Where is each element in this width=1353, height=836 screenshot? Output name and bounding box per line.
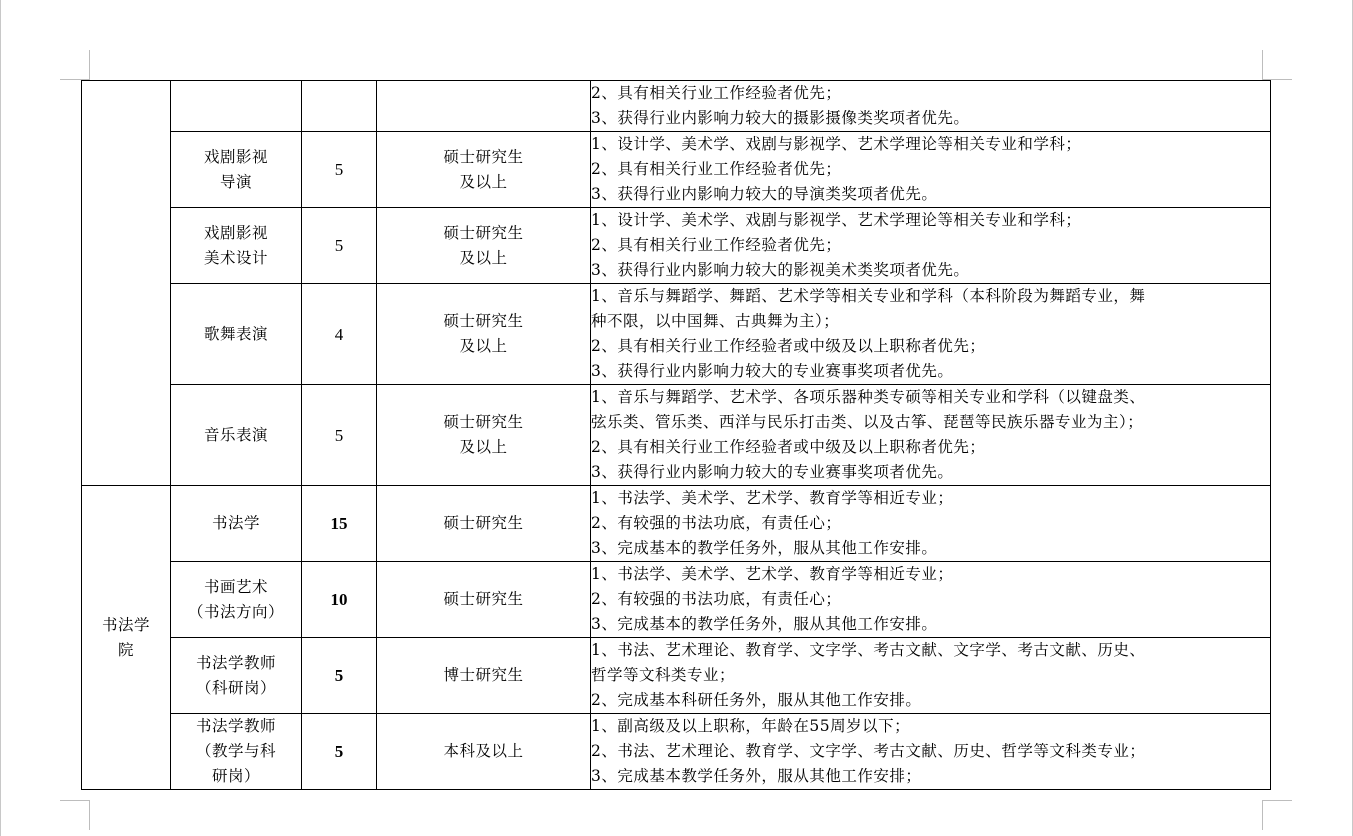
count-cell: 15 xyxy=(302,486,377,562)
position-cell xyxy=(171,132,302,208)
position-cell xyxy=(171,638,302,714)
corner-mark-top-right-v xyxy=(1262,50,1263,80)
requirement-line: 1、设计学、美术学、戏剧与影视学、艺术学理论等相关专业和学科； xyxy=(591,135,1082,153)
requirement-line: 1、副高级及以上职称，年龄在55周岁以下； xyxy=(591,717,911,735)
position-cell xyxy=(171,562,302,638)
college-name-line: 院 xyxy=(117,640,134,659)
count-cell: 5 xyxy=(302,385,377,486)
degree-line: 硕士研究生 xyxy=(443,147,524,166)
degree-cell xyxy=(377,385,591,486)
position-line: 书法学教师 xyxy=(195,653,276,672)
requirement-line: 3、获得行业内影响力较大的影视美术类奖项者优先。 xyxy=(591,261,970,279)
requirement-line: 2、具有相关行业工作经验者优先； xyxy=(591,84,842,102)
count-cell: 5 xyxy=(302,638,377,714)
position-line: 书画艺术 xyxy=(203,577,268,596)
degree-cell xyxy=(377,208,591,284)
table-row xyxy=(82,714,1271,790)
requirement-line: 种不限，以中国舞、古典舞为主）； xyxy=(591,312,840,330)
position-line: 戏剧影视 xyxy=(203,223,268,242)
requirements-cell xyxy=(591,562,1271,638)
degree-line: 及以上 xyxy=(459,172,508,191)
requirement-line: 2、有较强的书法功底，有责任心； xyxy=(591,590,842,608)
degree-cell xyxy=(377,638,591,714)
degree-line: 硕士研究生 xyxy=(443,514,524,532)
position-cell xyxy=(171,714,302,790)
position-line: 美术设计 xyxy=(203,248,268,267)
degree-line: 硕士研究生 xyxy=(443,413,524,431)
position-cell xyxy=(171,81,302,132)
requirements-cell xyxy=(591,208,1271,284)
degree-cell xyxy=(377,714,591,790)
requirement-line: 3、获得行业内影响力较大的导演类奖项者优先。 xyxy=(591,185,938,203)
degree-line: 硕士研究生 xyxy=(443,590,524,608)
requirement-line: 2、有较强的书法功底，有责任心； xyxy=(591,514,842,532)
table-row xyxy=(82,208,1271,284)
corner-mark-bottom-left-v xyxy=(89,800,90,830)
degree-cell xyxy=(377,562,591,638)
position-line: 音乐表演 xyxy=(203,425,268,444)
count-cell: 5 xyxy=(302,714,377,790)
count-cell xyxy=(302,81,377,132)
count-cell: 5 xyxy=(302,208,377,284)
college-name-line: 书法学 xyxy=(101,615,150,634)
requirement-line: 3、完成基本的教学任务外，服从其他工作安排。 xyxy=(591,615,938,633)
requirements-cell xyxy=(591,638,1271,714)
table-row xyxy=(82,638,1271,714)
requirement-line: 1、设计学、美术学、戏剧与影视学、艺术学理论等相关专业和学科； xyxy=(591,211,1082,229)
position-line: 歌舞表演 xyxy=(203,324,268,343)
count-cell: 5 xyxy=(302,132,377,208)
count-cell: 4 xyxy=(302,284,377,385)
corner-mark-bottom-right-v xyxy=(1262,800,1263,830)
degree-line: 本科及以上 xyxy=(443,742,524,760)
requirement-line: 3、获得行业内影响力较大的专业赛事奖项者优先。 xyxy=(591,362,954,380)
requirement-line: 2、书法、艺术理论、教育学、文字学、考古文献、历史、哲学等文科类专业； xyxy=(591,742,1146,760)
count-cell: 10 xyxy=(302,562,377,638)
position-line: 研岗） xyxy=(211,767,260,785)
degree-line: 硕士研究生 xyxy=(443,223,524,242)
requirement-line: 2、具有相关行业工作经验者或中级及以上职称者优先； xyxy=(591,438,986,456)
degree-cell xyxy=(377,81,591,132)
position-line: 书法学教师 xyxy=(195,717,276,735)
table-row xyxy=(82,284,1271,385)
requirement-line: 哲学等文科类专业； xyxy=(591,666,736,684)
requirement-line: 2、完成基本科研任务外，服从其他工作安排。 xyxy=(591,691,922,709)
degree-cell xyxy=(377,486,591,562)
table-row xyxy=(82,385,1271,486)
requirement-line: 2、具有相关行业工作经验者优先； xyxy=(591,160,842,178)
requirement-line: 1、音乐与舞蹈学、舞蹈、艺术学等相关专业和学科（本科阶段为舞蹈专业，舞 xyxy=(591,287,1146,305)
requirements-cell xyxy=(591,714,1271,790)
requirement-line: 3、获得行业内影响力较大的摄影摄像类奖项者优先。 xyxy=(591,109,970,127)
degree-line: 及以上 xyxy=(459,438,508,456)
degree-cell xyxy=(377,284,591,385)
position-line: （科研岗） xyxy=(195,678,276,697)
requirement-line: 2、具有相关行业工作经验者优先； xyxy=(591,236,842,254)
position-cell xyxy=(171,208,302,284)
degree-line: 硕士研究生 xyxy=(443,312,524,330)
position-line: 书法学 xyxy=(211,514,260,532)
corner-mark-bottom-left-h xyxy=(60,800,90,801)
recruitment-table xyxy=(81,80,1271,790)
requirement-line: 1、音乐与舞蹈学、艺术学、各项乐器种类专硕等相关专业和学科（以键盘类、 xyxy=(591,388,1146,406)
requirement-line: 1、书法学、美术学、艺术学、教育学等相近专业； xyxy=(591,565,954,583)
requirement-line: 2、具有相关行业工作经验者或中级及以上职称者优先； xyxy=(591,337,986,355)
requirements-cell xyxy=(591,486,1271,562)
college-cell-empty xyxy=(82,81,171,486)
requirements-cell xyxy=(591,81,1271,132)
requirements-cell xyxy=(591,284,1271,385)
position-line: 戏剧影视 xyxy=(203,147,268,166)
position-cell xyxy=(171,486,302,562)
degree-cell xyxy=(377,132,591,208)
requirement-line: 3、完成基本教学任务外，服从其他工作安排； xyxy=(591,767,922,785)
requirement-line: 3、完成基本的教学任务外，服从其他工作安排。 xyxy=(591,539,938,557)
table-row xyxy=(82,486,1271,562)
degree-line: 及以上 xyxy=(459,248,508,267)
requirement-line: 3、获得行业内影响力较大的专业赛事奖项者优先。 xyxy=(591,463,954,481)
requirement-line: 1、书法学、美术学、艺术学、教育学等相近专业； xyxy=(591,489,954,507)
page-edge-left xyxy=(0,0,1,836)
corner-mark-top-left-v xyxy=(89,50,90,80)
table-row xyxy=(82,81,1271,132)
position-line: （教学与科 xyxy=(195,742,276,760)
requirements-cell xyxy=(591,385,1271,486)
requirements-cell xyxy=(591,132,1271,208)
degree-line: 博士研究生 xyxy=(443,666,524,684)
position-line: （书法方向） xyxy=(187,602,284,621)
corner-mark-bottom-right-h xyxy=(1262,800,1292,801)
requirement-line: 1、书法、艺术理论、教育学、文字学、考古文献、文字学、考古文献、历史、 xyxy=(591,641,1146,659)
table-row xyxy=(82,132,1271,208)
position-cell xyxy=(171,284,302,385)
position-line: 导演 xyxy=(219,172,252,191)
degree-line: 及以上 xyxy=(459,337,508,355)
table-row xyxy=(82,562,1271,638)
college-cell xyxy=(82,486,171,790)
requirement-line: 弦乐类、管乐类、西洋与民乐打击类、以及古筝、琵琶等民族乐器专业为主）； xyxy=(591,413,1144,431)
position-cell xyxy=(171,385,302,486)
